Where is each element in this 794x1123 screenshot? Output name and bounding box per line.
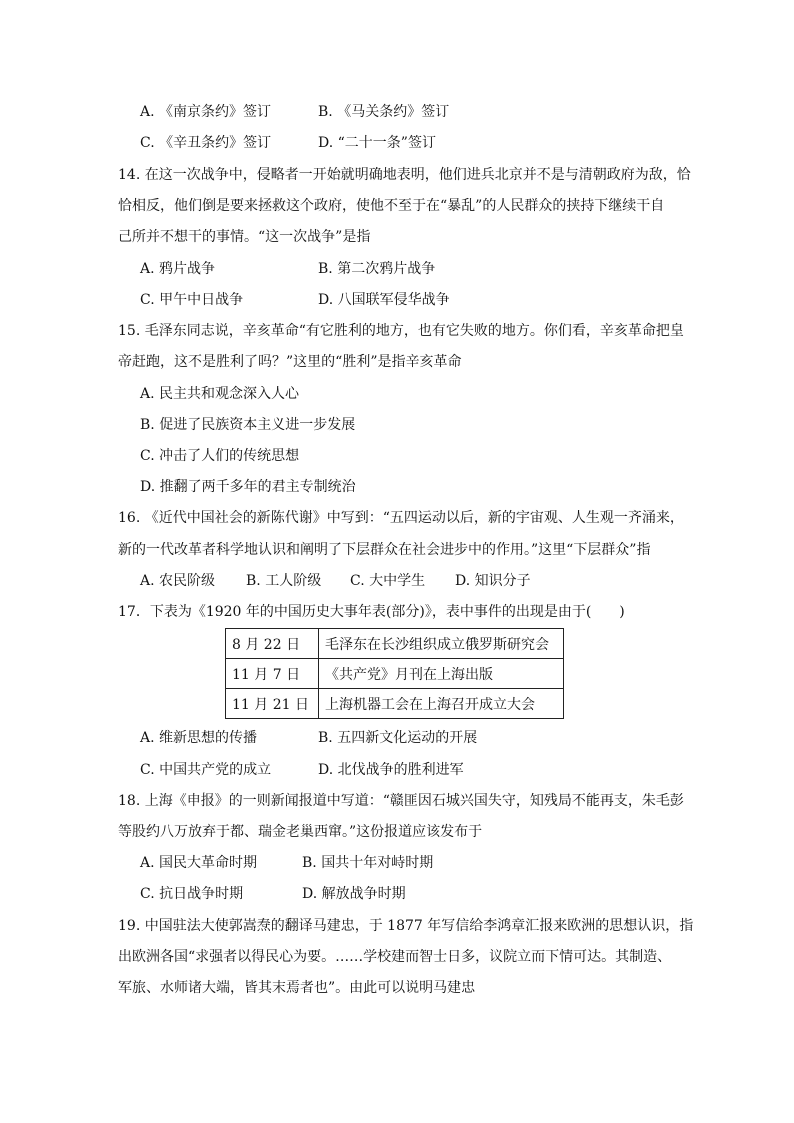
q14-stem-line-2: 恰相反，他们倒是要来拯救这个政府，使他不至于在“暴乱”的人民群众的挟持下继续干自 bbox=[118, 198, 665, 214]
q14-option-d: D. 八国联军侵华战争 bbox=[318, 292, 450, 308]
q14-stem-line-3: 己所并不想干的事情。“这一次战争”是指 bbox=[118, 229, 371, 245]
q13-option-a: A. 《南京条约》签订 bbox=[140, 104, 272, 120]
q16-option-b: B. 工人阶级 bbox=[246, 573, 322, 589]
q19-stem-line-2: 出欧洲各国“求强者以得民心为要。……学校建而智士日多，议院立而下情可达。其制造、 bbox=[118, 949, 672, 965]
table-cell-date: 11 月 7 日 bbox=[226, 659, 319, 689]
q15-stem-line-2: 帝赶跑，这不是胜利了吗？”这里的“胜利”是指辛亥革命 bbox=[118, 354, 462, 370]
q19-stem-line-3: 军旅、水师诸大端，皆其末焉者也”。由此可以说明马建忠 bbox=[118, 980, 476, 996]
q17-option-a: A. 维新思想的传播 bbox=[140, 730, 258, 746]
q16-stem-line-1: 16. 《近代中国社会的新陈代谢》中写到：“五四运动以后，新的宇宙观、人生观一齐涌来， bbox=[118, 510, 684, 526]
q18-option-a: A. 国民大革命时期 bbox=[140, 855, 258, 871]
q17-option-c: C. 中国共产党的成立 bbox=[140, 762, 272, 778]
q14-option-b: B. 第二次鸦片战争 bbox=[318, 261, 436, 277]
q15-option-a: A. 民主共和观念深入人心 bbox=[140, 386, 300, 402]
q16-stem-line-2: 新的一代改革者科学地认识和阐明了下层群众在社会进步中的作用。”这里“下层群众”指 bbox=[118, 542, 651, 558]
table-row bbox=[226, 689, 564, 719]
q15-stem-line-1: 15. 毛泽东同志说，辛亥革命“有它胜利的地方，也有它失败的地方。你们看，辛亥革命把皇 bbox=[118, 323, 684, 339]
q15-option-c: C. 冲击了人们的传统思想 bbox=[140, 448, 300, 464]
q17-option-b: B. 五四新文化运动的开展 bbox=[318, 730, 478, 746]
table-row bbox=[226, 629, 564, 659]
table-cell-event: 毛泽东在长沙组织成立俄罗斯研究会 bbox=[319, 629, 564, 659]
q16-option-a: A. 农民阶级 bbox=[140, 573, 216, 589]
q18-stem-line-1: 18. 上海《申报》的一则新闻报道中写道：“赣匪因石城兴国失守，知残局不能再支，朱毛彭 bbox=[118, 793, 684, 809]
q13-option-c: C. 《辛丑条约》签订 bbox=[140, 135, 272, 151]
table-cell-date: 11 月 21 日 bbox=[226, 689, 319, 719]
table-row bbox=[226, 659, 564, 689]
q18-option-c: C. 抗日战争时期 bbox=[140, 886, 244, 902]
q18-stem-line-2: 等股约八万放弃于都、瑞金老巢西窜。”这份报道应该发布于 bbox=[118, 824, 483, 840]
q14-option-a: A. 鸦片战争 bbox=[140, 261, 216, 277]
q19-stem-line-1: 19. 中国驻法大使郭嵩焘的翻译马建忠，于 1877 年写信给李鸿章汇报来欧洲的思想认识，指 bbox=[118, 918, 694, 934]
q14-option-c: C. 甲午中日战争 bbox=[140, 292, 244, 308]
table-cell-event: 《共产党》月刊在上海出版 bbox=[319, 659, 564, 689]
q16-option-d: D. 知识分子 bbox=[455, 573, 531, 589]
q17-stem-line-1: 17．下表为《1920 年的中国历史大事年表(部分)》，表中事件的出现是由于( ) bbox=[118, 604, 625, 620]
q14-stem-line-1: 14. 在这一次战争中，侵略者一开始就明确地表明，他们进兵北京并不是与清朝政府为敌，恰 bbox=[118, 167, 691, 183]
q13-option-b: B. 《马关条约》签订 bbox=[318, 104, 450, 120]
table-cell-event: 上海机器工会在上海召开成立大会 bbox=[319, 689, 564, 719]
q17-option-d: D. 北伐战争的胜利进军 bbox=[318, 762, 464, 778]
q13-option-d: D. “二十一条”签订 bbox=[318, 135, 436, 151]
q15-option-d: D. 推翻了两千多年的君主专制统治 bbox=[140, 479, 356, 495]
events-table bbox=[225, 628, 564, 719]
table-cell-date: 8 月 22 日 bbox=[226, 629, 319, 659]
q18-option-b: B. 国共十年对峙时期 bbox=[302, 855, 434, 871]
q16-option-c: C. 大中学生 bbox=[350, 573, 426, 589]
q18-option-d: D. 解放战争时期 bbox=[302, 886, 406, 902]
q15-option-b: B. 促进了民族资本主义进一步发展 bbox=[140, 417, 356, 433]
